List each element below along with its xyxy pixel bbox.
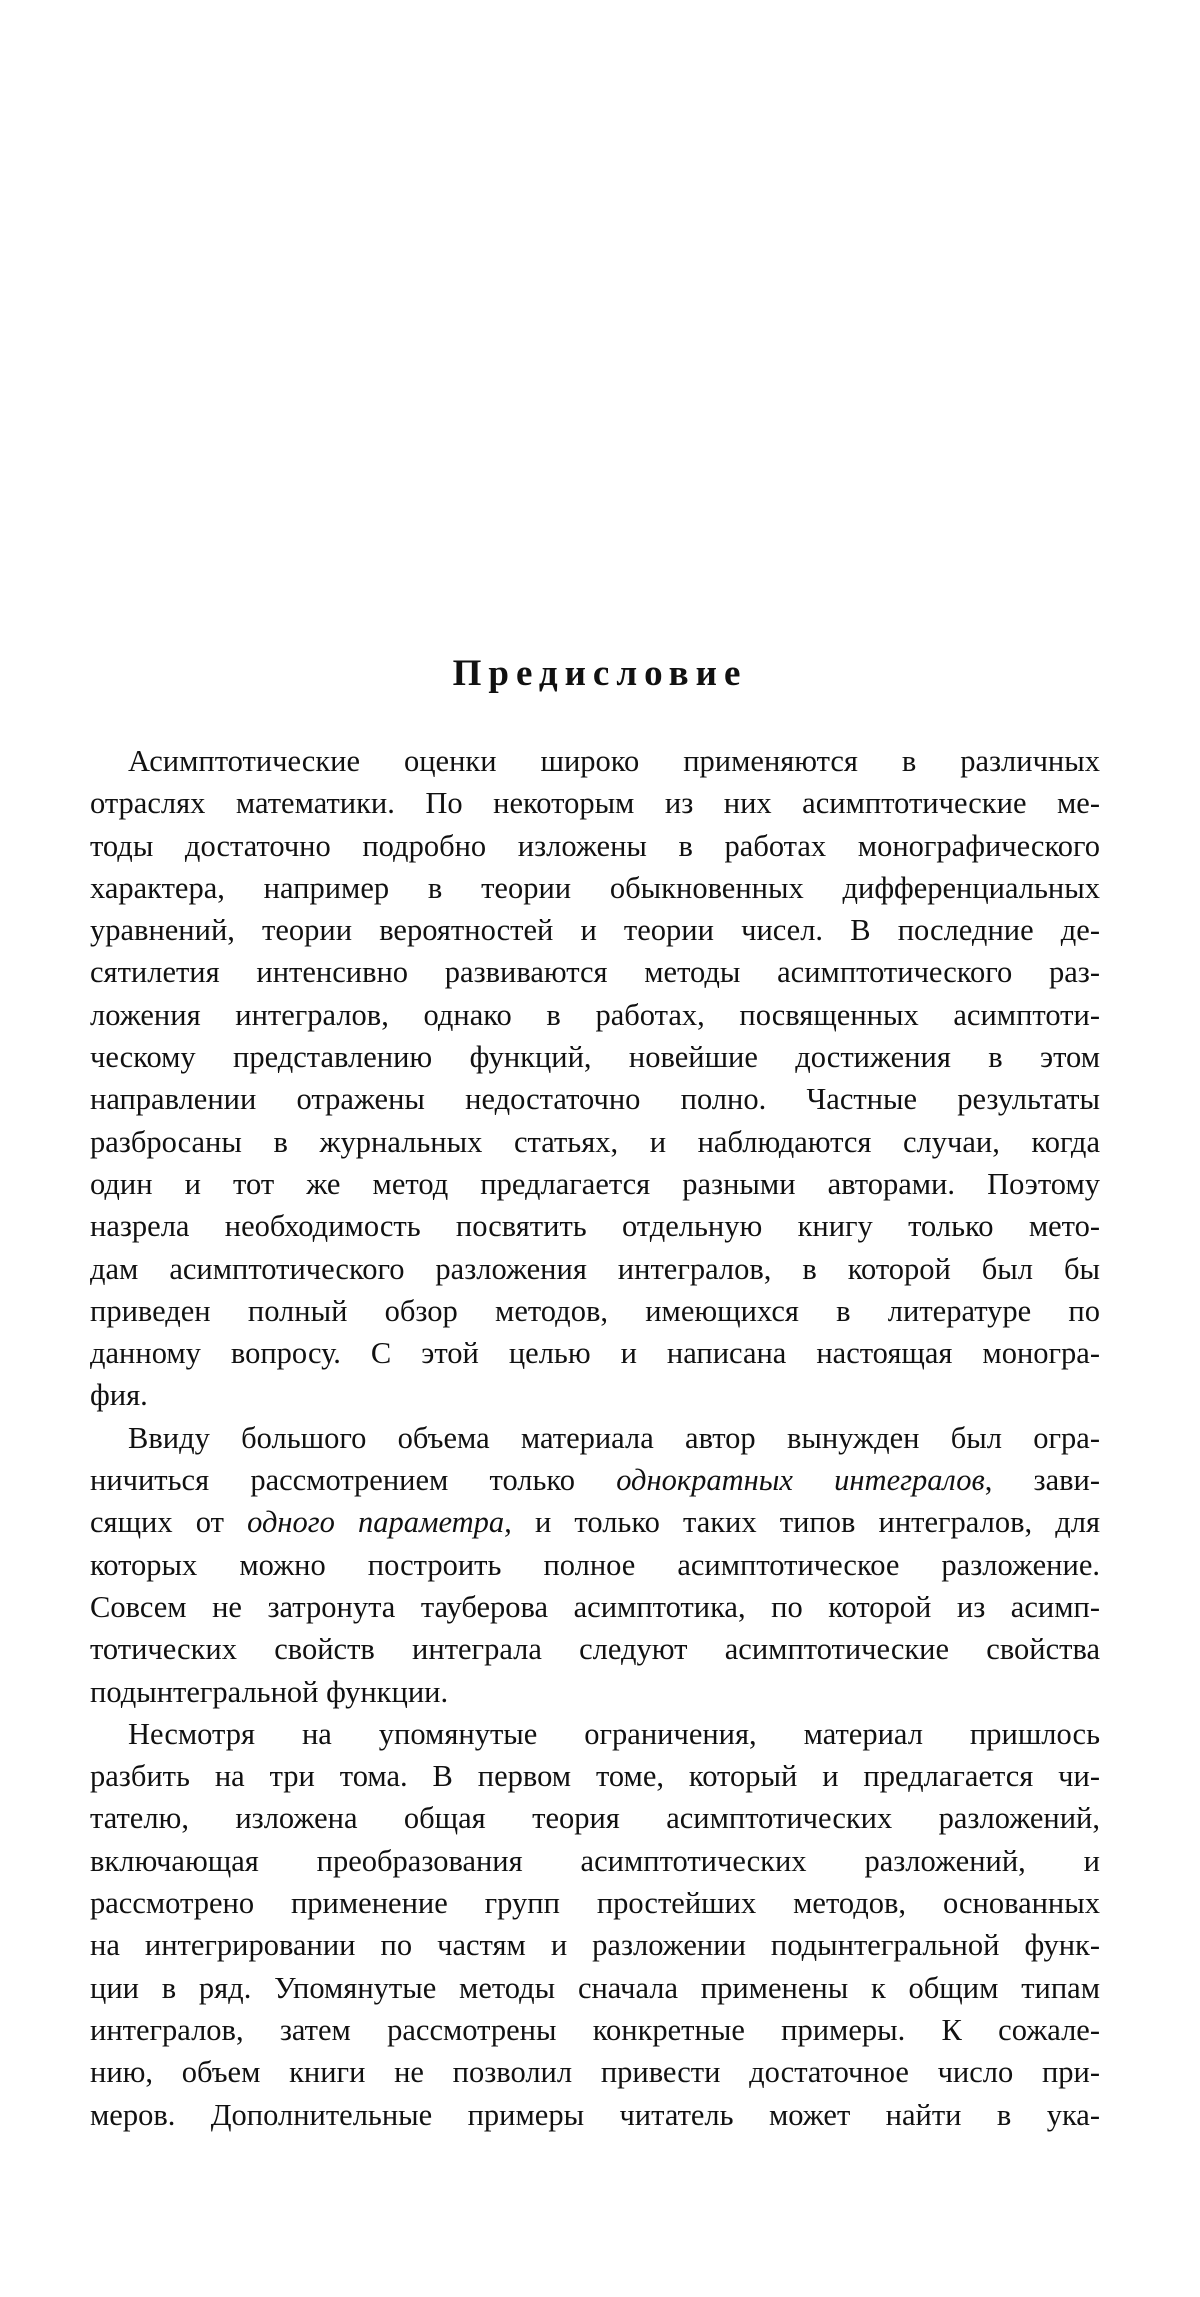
- text-segment: , зави-: [984, 1463, 1100, 1498]
- text-line: дам асимптотического разложения интегралов, в которой был бы: [90, 1251, 1100, 1286]
- text-line: приведен полный обзор методов, имеющихся в литературе по: [90, 1293, 1100, 1328]
- page-title: Предисловие: [452, 653, 748, 694]
- text-line: на интегрировании по частям и разложении подынтегральной функ-: [90, 1928, 1100, 1963]
- text-line: Совсем не затронута тауберова асимптотика, по которой из асимп-: [90, 1589, 1100, 1624]
- text-line: ческому представлению функций, новейшие достижения в этом: [90, 1040, 1100, 1075]
- text-segment: и только таких типов интегралов, для: [534, 1505, 1101, 1540]
- paragraph-2: [90, 1417, 1100, 1713]
- text-line: сятилетия интенсивно развиваются методы асимптотического раз-: [90, 955, 1100, 990]
- text-line: данному вопросу. С этой целью и написана настоящая моногра-: [90, 1336, 1100, 1371]
- text-line: разбросаны в журнальных статьях, и наблюдаются случаи, когда: [90, 1124, 1100, 1159]
- text-segment: сящих от: [90, 1505, 224, 1540]
- text-line: направлении отражены недостаточно полно. Частные результаты: [90, 1082, 1100, 1117]
- text-line: разбить на три тома. В первом томе, который и предлагается чи-: [90, 1759, 1100, 1794]
- text-line: назрела необходимость посвятить отдельную книгу только мето-: [90, 1209, 1100, 1244]
- text-line: Ввиду большого объема материала автор вынужден был огра-: [128, 1420, 1100, 1455]
- text-line: включающая преобразования асимптотических разложений, и: [90, 1843, 1100, 1878]
- text-line: нию, объем книги не позволил привести достаточное число при-: [90, 2055, 1100, 2090]
- text-line: интегралов, затем рассмотрены конкретные примеры. К сожале-: [90, 2012, 1100, 2047]
- text-line: характера, например в теории обыкновенных дифференциальных: [90, 870, 1100, 905]
- paragraph-3: [90, 1713, 1100, 2136]
- text-line: фия.: [90, 1378, 148, 1413]
- emphasis-one-parameter: одного параметра,: [247, 1505, 512, 1540]
- text-line: рассмотрено применение групп простейших методов, основанных: [90, 1886, 1100, 1921]
- text-line: ции в ряд. Упомянутые методы сначала применены к общим типам: [90, 1970, 1100, 2005]
- text-line-with-emphasis: [90, 1501, 1100, 1543]
- text-segment: ничиться рассмотрением только: [90, 1463, 575, 1498]
- text-line: тателю, изложена общая теория асимптотических разложений,: [90, 1801, 1100, 1836]
- text-line: уравнений, теории вероятностей и теории чисел. В последние де-: [90, 913, 1100, 948]
- text-line: которых можно построить полное асимптотическое разложение.: [90, 1547, 1100, 1582]
- text-line: меров. Дополнительные примеры читатель может найти в ука-: [90, 2097, 1100, 2132]
- text-line: Несмотря на упомянутые ограничения, материал пришлось: [128, 1716, 1100, 1751]
- paragraph-1: [90, 740, 1100, 1417]
- text-line: тотических свойств интеграла следуют асимптотические свойства: [90, 1632, 1100, 1667]
- text-line: Асимптотические оценки широко применяются в различных: [128, 744, 1100, 778]
- text-line: отраслях математики. По некоторым из них асимптотические ме-: [90, 786, 1100, 821]
- text-line: тоды достаточно подробно изложены в работах монографического: [90, 828, 1100, 863]
- text-line: один и тот же метод предлагается разными авторами. Поэтому: [90, 1166, 1100, 1201]
- text-line: подынтегральной функции.: [90, 1674, 449, 1709]
- text-line-with-emphasis: [90, 1459, 1100, 1501]
- text-line: ложения интегралов, однако в работах, посвященных асимптоти-: [90, 997, 1100, 1032]
- emphasis-single-integrals: однократных интегралов: [616, 1463, 985, 1498]
- preface-body: [90, 740, 1100, 2136]
